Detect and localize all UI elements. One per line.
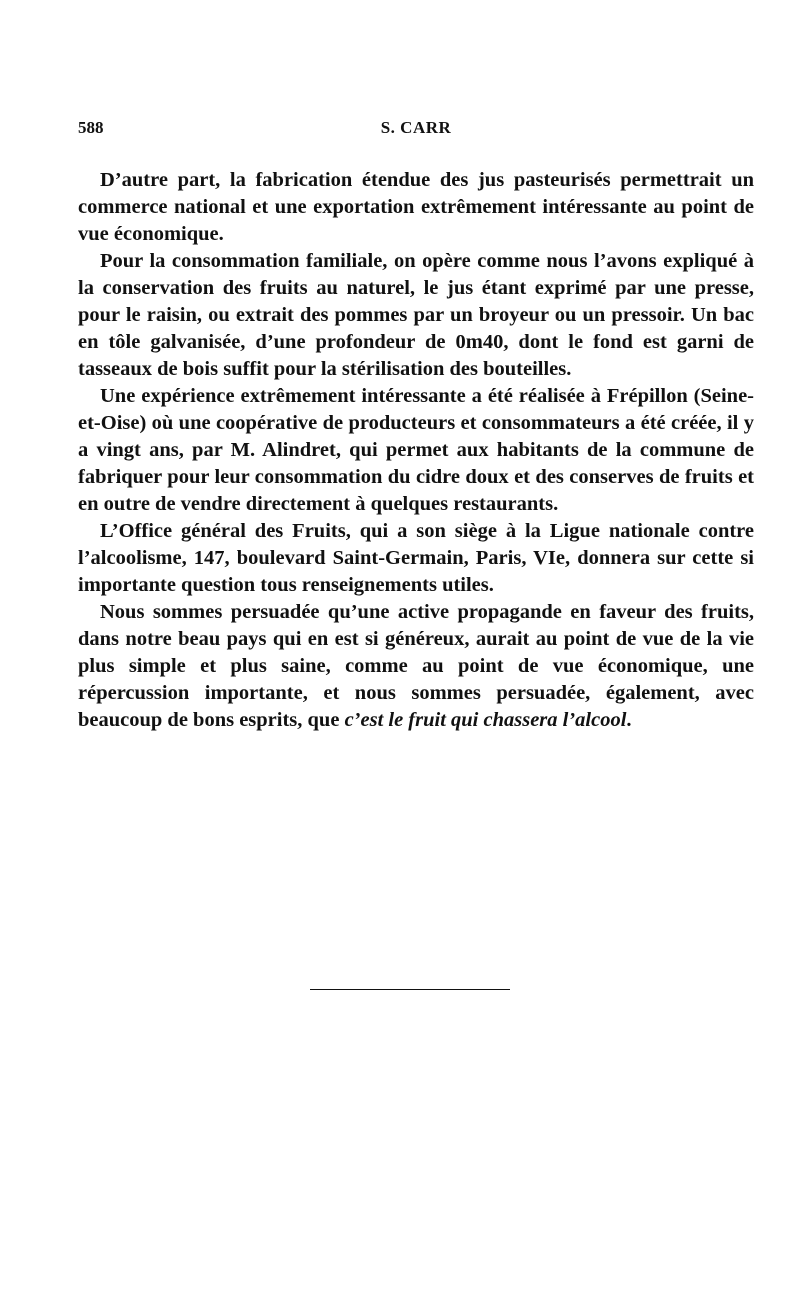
end-rule bbox=[310, 989, 510, 990]
page-number: 588 bbox=[78, 118, 104, 137]
paragraph-closing bbox=[78, 599, 754, 734]
italic-quote: c’est le fruit qui chassera l’alcool bbox=[344, 709, 627, 731]
paragraph: D’autre part, la fabrication étendue des jus pasteurisés permettrait un commerce national et une exportation extrêmement intéressante au point de vue économique. bbox=[78, 169, 754, 245]
paragraph: L’Office général des Fruits, qui a son siège à la Ligue nationale contre l’alcoolisme, 147, boulevard Saint-Germain, Paris, VIe, donnera sur cette si importante question tous renseignements utiles. bbox=[78, 520, 754, 596]
closing-period: . bbox=[626, 709, 632, 731]
page-header bbox=[78, 118, 754, 144]
running-head: S. CARR bbox=[380, 118, 452, 137]
paragraph: Pour la consommation familiale, on opère comme nous l’avons expliqué à la conservation des fruits au naturel, le jus étant exprimé par une presse, pour le raisin, ou extrait des pommes par un broyeur ou un pressoir. Un bac en tôle galvanisée, d’une profondeur de 0m40, dont le fond est garni de tasseaux de bois suffit pour la stérilisation des bouteilles. bbox=[78, 250, 754, 380]
paragraph: Une expérience extrêmement intéressante a été réalisée à Frépillon (Seine-et-Oise) où une coopérative de producteurs et consommateurs a été créée, il y a vingt ans, par M. Alindret, qui permet aux habitants de la commune de fabriquer pour leur consommation du cidre doux et des conserves de fruits et en outre de vendre directement à quelques restaurants. bbox=[78, 385, 754, 515]
body-text bbox=[78, 167, 754, 734]
paragraph-text: Nous sommes persuadée qu’une active propagande en faveur des fruits, dans notre beau pays qui en est si généreux, aurait au point de vue de la vie plus simple et plus saine, comme au point de vue économique, une répercussion importante, et nous sommes persuadée, également, avec beaucoup de bons esprits, que bbox=[78, 601, 754, 731]
